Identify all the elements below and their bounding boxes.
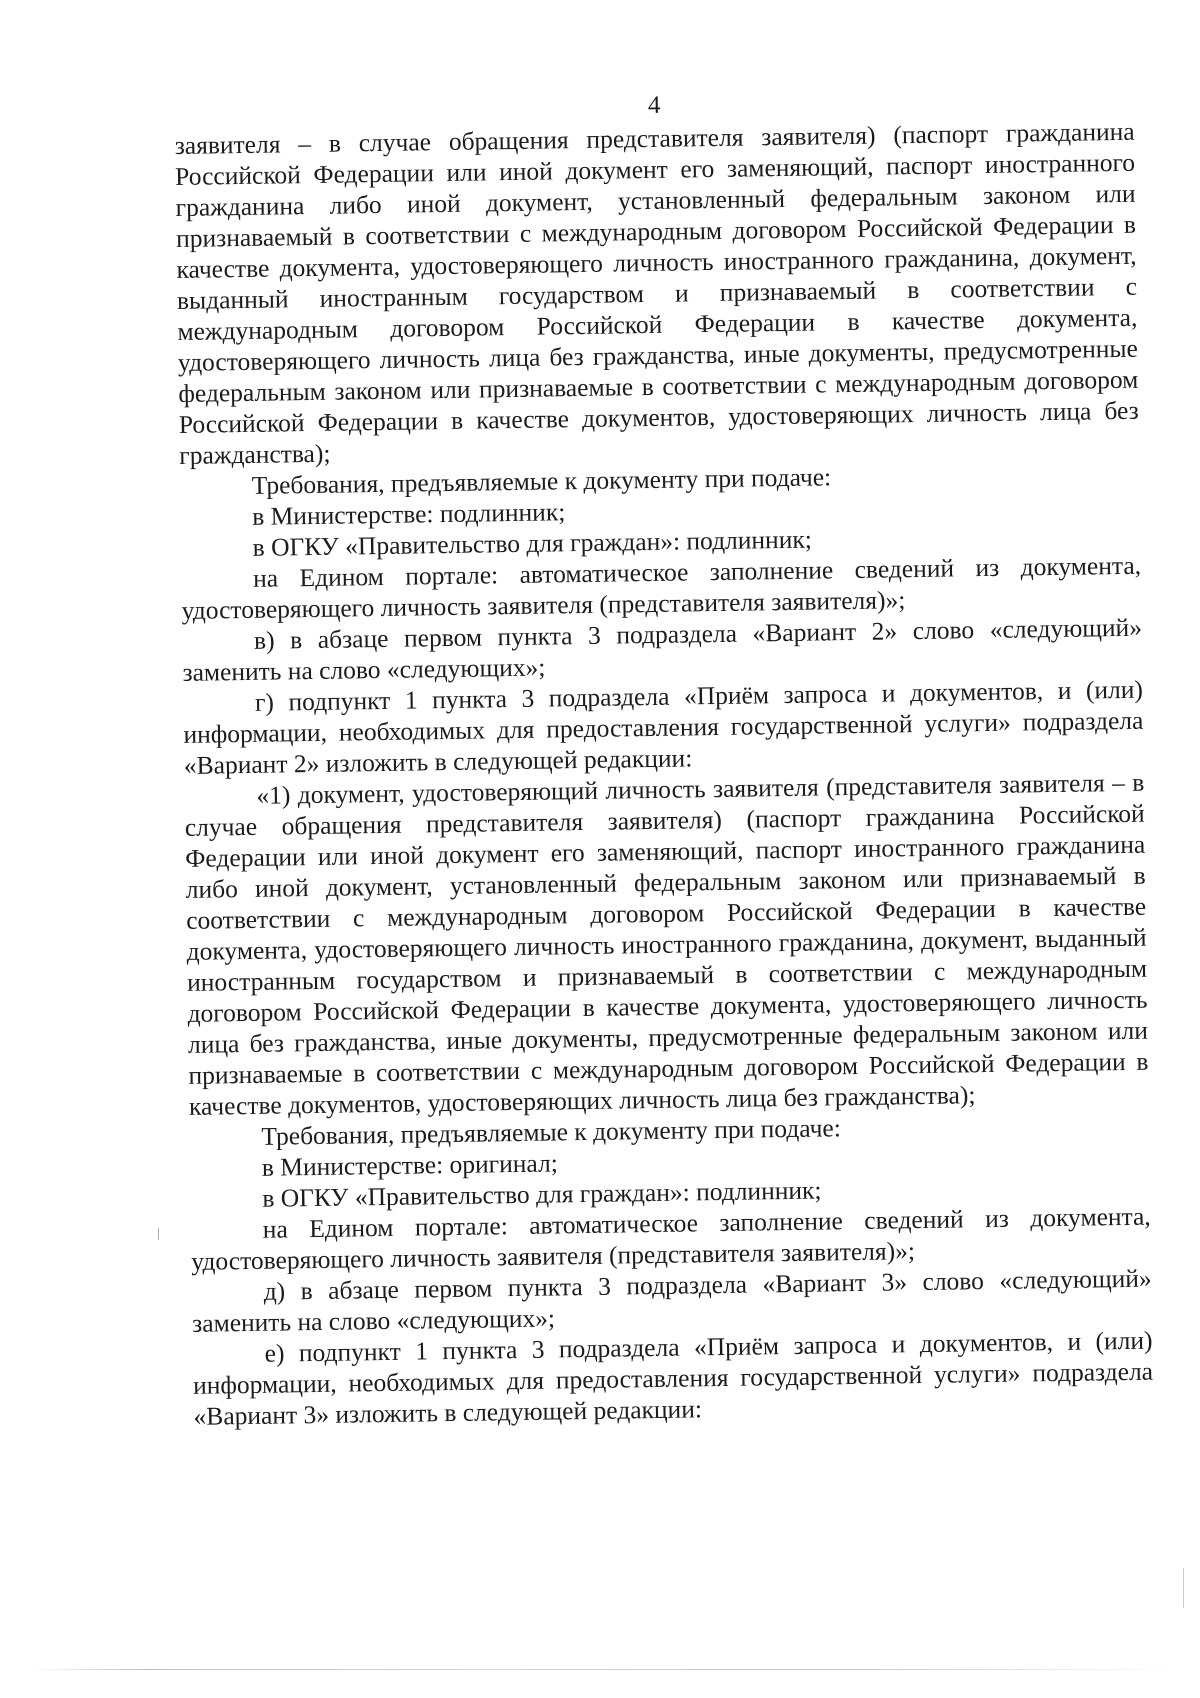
scan-artifact-mark [158, 1228, 159, 1240]
paragraph-amendment-g: г) подпункт 1 пункта 3 подраздела «Приём запроса и документов, и (или) информации, необходимых для предоставления государственной услуги» подраздела «Вариант 2» изложить в следующей редакции: [183, 674, 1144, 780]
paragraph-identity-document-continued: заявителя – в случае обращения представителя заявителя) (паспорт гражданина Российской Федерации или иной документ его заменяющий, паспорт иностранного гражданина либо иной документ, установленный федеральным законом или признаваемый в соответствии с международным договором Российской Федерации в качестве документа, удостоверяющего личность иностранного гражданина, документ, выданный иностранным государством и признаваемый в соответствии с международным договором Российской Федерации в качестве документа, удостоверяющего личность лица без гражданства, иные документы, предусмотренные федеральным законом или признаваемые в соответствии с международным договором Российской Федерации в качестве документов, удостоверяющих личность лица без гражданства); [174, 116, 1139, 470]
paragraph-amendment-v: в) в абзаце первом пункта 3 подраздела «Вариант 2» слово «следующий» заменить на слово «следующих»; [182, 612, 1143, 687]
scan-artifact-mark-right [1183, 1568, 1184, 1608]
document-body [174, 84, 1154, 1432]
scan-bottom-edge [30, 1669, 1180, 1670]
paragraph-amendment-e: е) подпункт 1 пункта 3 подраздела «Приём запроса и документов, и (или) информации, необходимых для предоставления государственной услуги» подраздела «Вариант 3» изложить в следующей редакции: [192, 1325, 1154, 1431]
paragraph-portal-requirement-2: на Едином портале: автоматическое заполнение сведений из документа, удостоверяющего личность заявителя (представителя заявителя)»; [191, 1201, 1151, 1276]
paragraph-ogku-requirement-2: в ОГКУ «Правительство для граждан»: подлинник; [262, 1175, 822, 1213]
paragraph-ogku-requirement: в ОГКУ «Правительство для граждан»: подлинник; [252, 524, 813, 562]
paragraph-ministry-requirement-2: в Министерстве: оригинал; [261, 1148, 559, 1182]
paragraph-amendment-d: д) в абзаце первом пункта 3 подраздела «Вариант 3» слово «следующий» заменить на слово «следующих»; [191, 1263, 1152, 1338]
paragraph-identity-document-variant-2: «1) документ, удостоверяющий личность заявителя (представителя заявителя – в случае обращения представителя заявителя) (паспорт гражданина Российской Федерации или иной документ его заменяющий, паспорт иностранного гражданина либо иной документ, установленный федеральным законом или признаваемый в соответствии с международным договором Российской Федерации в качестве документа, удостоверяющего личность иностранного гражданина, документ, выданный иностранным государством и признаваемый в соответствии с международным договором Российской Федерации в качестве документа, удостоверяющего личность лица без гражданства, иные документы, предусмотренные федеральным законом или признаваемые в соответствии с международным договором Российской Федерации в качестве документов, удостоверяющих личность лица без гражданства); [184, 767, 1149, 1121]
paragraph-requirements-heading: Требования, предъявляемые к документу при подаче: [251, 462, 832, 500]
paragraph-portal-requirement: на Едином портале: автоматическое заполнение сведений из документа, удостоверяющего личность заявителя (представителя заявителя)»; [181, 550, 1142, 625]
paragraph-ministry-requirement: в Министерстве: подлинник; [252, 497, 566, 531]
page-number: 4 [647, 91, 661, 119]
paragraph-requirements-heading-2: Требования, предъявляемые к документу при подаче: [261, 1113, 842, 1151]
